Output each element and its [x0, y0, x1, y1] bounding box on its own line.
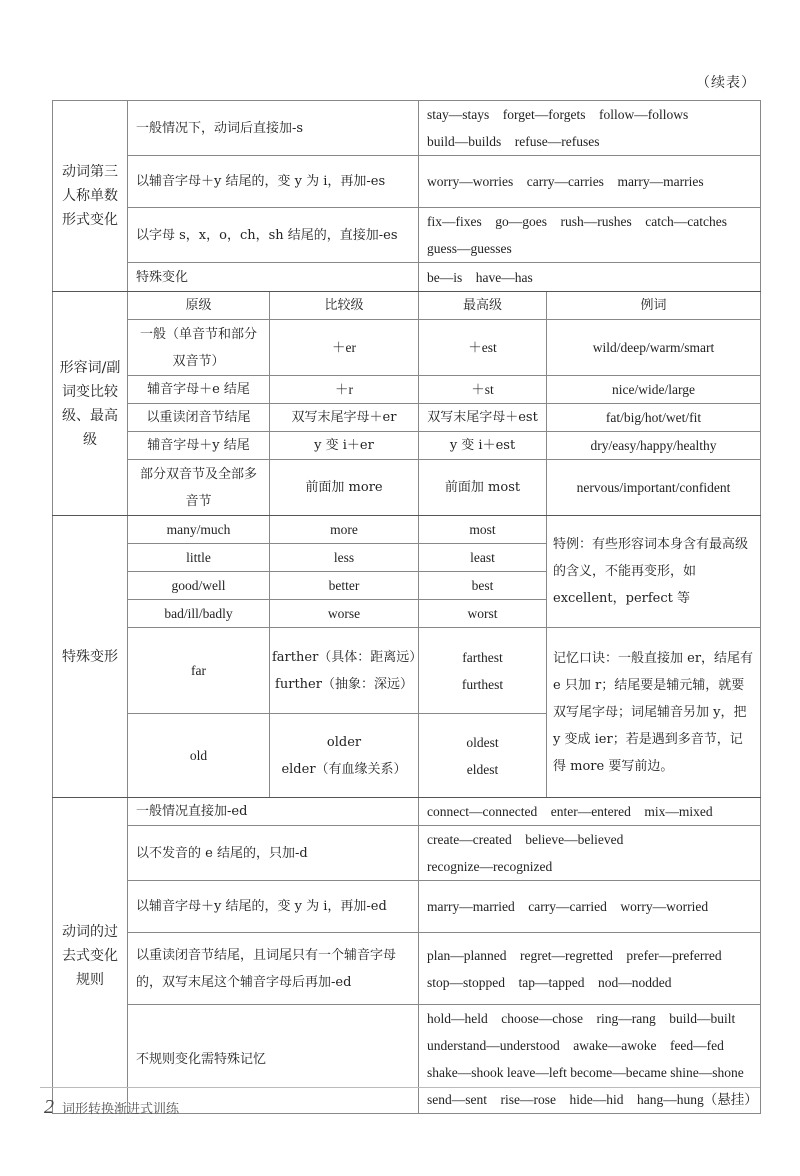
comparative-cell: more	[270, 516, 419, 544]
comparative-cell: 前面加 more	[270, 460, 419, 516]
irreg-category: 特殊变形	[53, 516, 128, 798]
base-cell: far	[128, 628, 270, 714]
verb3-row-1	[53, 101, 761, 156]
adj-row-4	[53, 432, 761, 460]
base-cell: many/much	[128, 516, 270, 544]
superlative-cell: oldest eldest	[419, 714, 547, 798]
grammar-table	[52, 100, 761, 1114]
superlative-cell: y 变 i＋est	[419, 432, 547, 460]
base-cell: 部分双音节及全部多音节	[128, 460, 270, 516]
superlative-cell: ＋st	[419, 376, 547, 404]
verb3-row-2	[53, 156, 761, 208]
header-example: 例词	[547, 292, 761, 320]
rule-cell: 以辅音字母＋y 结尾的，变 y 为 i，再加-ed	[128, 881, 419, 933]
adj-category: 形容词/副词变比较级、最高级	[53, 292, 128, 516]
book-title: 词形转换渐进式训练	[62, 1102, 180, 1117]
adj-row-5	[53, 460, 761, 516]
base-cell: 辅音字母＋y 结尾	[128, 432, 270, 460]
examples-cell: create—created believe—believed recognize—recognized	[419, 826, 761, 881]
examples-cell: marry—married carry—carried worry—worried	[419, 881, 761, 933]
adj-header-row	[53, 292, 761, 320]
rule-cell: 不规则变化需特殊记忆	[128, 1005, 419, 1114]
header-superlative: 最高级	[419, 292, 547, 320]
base-cell: bad/ill/badly	[128, 600, 270, 628]
comparative-cell: worse	[270, 600, 419, 628]
rule-cell: 一般情况下，动词后直接加-s	[128, 101, 419, 156]
irreg-row-far	[53, 628, 761, 714]
past-row-1	[53, 798, 761, 826]
page-footer	[44, 1096, 179, 1119]
header-base: 原级	[128, 292, 270, 320]
mnemonic-note: 记忆口诀：一般直接加 er，结尾有 e 只加 r；结尾要是辅元辅，就要双写尾字母；词尾辅音另加 y，把 y 变成 ier；若是遇到多音节，记得 more 要写前边。	[547, 628, 761, 798]
comparative-cell: ＋r	[270, 376, 419, 404]
comparative-cell: better	[270, 572, 419, 600]
verb3-row-3	[53, 208, 761, 263]
adj-row-1	[53, 320, 761, 376]
comparative-cell: farther（具体：距离远） further（抽象：深远）	[270, 628, 419, 714]
footer-divider	[40, 1087, 760, 1088]
base-cell: 一般（单音节和部分双音节）	[128, 320, 270, 376]
past-category: 动词的过去式变化规则	[53, 798, 128, 1114]
examples-cell: plan—planned regret—regretted prefer—preferred stop—stopped tap—tapped nod—nodded	[419, 933, 761, 1005]
special-note: 特例：有些形容词本身含有最高级的含义，不能再变形，如excellent，perfect 等	[547, 516, 761, 628]
examples-cell: worry—worries carry—carries marry—marries	[419, 156, 761, 208]
example-cell: dry/easy/happy/healthy	[547, 432, 761, 460]
rule-cell: 以不发音的 e 结尾的，只加-d	[128, 826, 419, 881]
superlative-cell: ＋est	[419, 320, 547, 376]
comparative-cell: older elder（有血缘关系）	[270, 714, 419, 798]
examples-cell: stay—stays forget—forgets follow—follows build—builds refuse—refuses	[419, 101, 761, 156]
rule-cell: 特殊变化	[128, 263, 419, 292]
example-cell: fat/big/hot/wet/fit	[547, 404, 761, 432]
example-cell: nervous/important/confident	[547, 460, 761, 516]
comparative-cell: ＋er	[270, 320, 419, 376]
example-cell: nice/wide/large	[547, 376, 761, 404]
comparative-cell: 双写末尾字母＋er	[270, 404, 419, 432]
superlative-cell: best	[419, 572, 547, 600]
superlative-cell: most	[419, 516, 547, 544]
superlative-cell: 双写末尾字母＋est	[419, 404, 547, 432]
comparative-cell: y 变 i＋er	[270, 432, 419, 460]
rule-cell: 以辅音字母＋y 结尾的，变 y 为 i，再加-es	[128, 156, 419, 208]
base-cell: old	[128, 714, 270, 798]
example-cell: wild/deep/warm/smart	[547, 320, 761, 376]
adj-row-2	[53, 376, 761, 404]
continued-label: （续表）	[696, 75, 756, 91]
examples-cell: be—is have—has	[419, 263, 761, 292]
base-cell: 辅音字母＋e 结尾	[128, 376, 270, 404]
base-cell: 以重读闭音节结尾	[128, 404, 270, 432]
page-number: 2	[44, 1096, 54, 1118]
comparative-cell: less	[270, 544, 419, 572]
past-row-4	[53, 933, 761, 1005]
rule-cell: 以重读闭音节结尾，且词尾只有一个辅音字母的，双写末尾这个辅音字母后再加-ed	[128, 933, 419, 1005]
verb3-row-4	[53, 263, 761, 292]
examples-cell: hold—held choose—chose ring—rang build—built understand—understood awake—awoke feed—fed shake—shook leave—left become—became shine—shone send—sent rise—rose hide—hid hang—hung（悬挂）	[419, 1005, 761, 1114]
superlative-cell: 前面加 most	[419, 460, 547, 516]
examples-cell: fix—fixes go—goes rush—rushes catch—catches guess—guesses	[419, 208, 761, 263]
rule-cell: 以字母 s，x，o，ch，sh 结尾的，直接加-es	[128, 208, 419, 263]
verb3-category: 动词第三人称单数形式变化	[53, 101, 128, 292]
irreg-row-1	[53, 516, 761, 544]
past-row-2	[53, 826, 761, 881]
rule-cell: 一般情况直接加-ed	[128, 798, 419, 826]
base-cell: little	[128, 544, 270, 572]
examples-cell: connect—connected enter—entered mix—mixed	[419, 798, 761, 826]
header-comparative: 比较级	[270, 292, 419, 320]
base-cell: good/well	[128, 572, 270, 600]
superlative-cell: worst	[419, 600, 547, 628]
superlative-cell: farthest furthest	[419, 628, 547, 714]
past-row-3	[53, 881, 761, 933]
superlative-cell: least	[419, 544, 547, 572]
adj-row-3	[53, 404, 761, 432]
